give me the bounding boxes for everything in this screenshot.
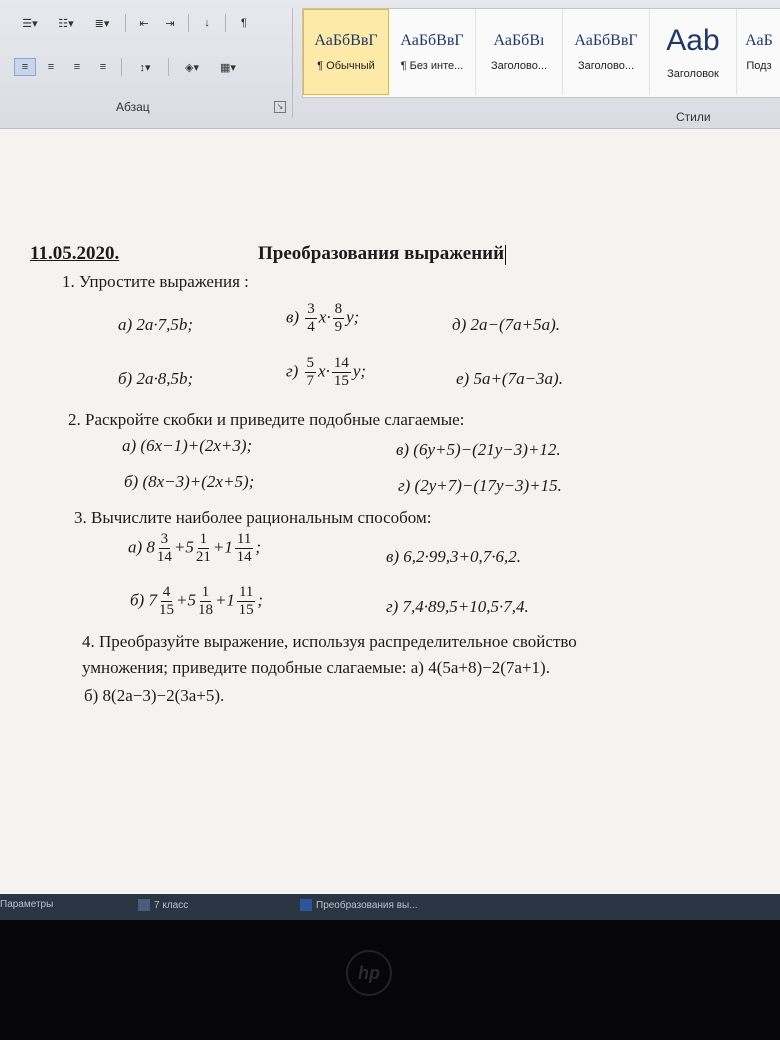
fraction (332, 355, 351, 390)
shading-icon[interactable]: ◈▾ (185, 61, 199, 74)
term: +5 (175, 590, 196, 610)
taskbar-item-folder[interactable] (138, 899, 188, 911)
numerator: 14 (333, 355, 349, 371)
denominator: 15 (158, 602, 174, 618)
increase-indent-icon[interactable]: ⇥ (165, 17, 175, 30)
folder-icon (138, 899, 150, 911)
toolbar-separator (225, 14, 226, 32)
taskbar (0, 894, 780, 920)
fraction (305, 355, 317, 390)
denominator: 4 (307, 319, 315, 335)
task-4-line-1: 4. Преобразуйте выражение, используя распределительное свойство (82, 632, 577, 651)
style-sample: АаБбВвГ (574, 32, 638, 49)
term: ; (257, 590, 264, 610)
style-heading-2[interactable] (563, 9, 650, 95)
numerator: 3 (307, 301, 315, 317)
term: +5 (173, 537, 194, 557)
task-2b: б) (8x−3)+(2x+5); (124, 472, 255, 491)
document-page[interactable] (0, 129, 780, 894)
doc-title-text: Преобразования выражений (258, 243, 505, 264)
styles-group-label: Стили (676, 110, 711, 124)
task-3b (130, 584, 263, 619)
style-name: ¶ Без инте... (400, 60, 464, 72)
fraction (305, 301, 317, 336)
fraction (333, 301, 345, 336)
task-2g: г) (2y+7)−(17y−3)+15. (398, 476, 562, 495)
task-2-heading: 2. Раскройте скобки и приведите подобные слагаемые: (68, 410, 465, 429)
group-divider (292, 8, 293, 118)
show-marks-icon[interactable]: ¶ (241, 17, 247, 29)
fraction (237, 584, 255, 619)
taskbar-item-settings[interactable] (0, 899, 53, 910)
numerator: 3 (160, 531, 169, 547)
numerator: 1 (201, 584, 210, 600)
term: y; (352, 361, 367, 381)
doc-title (258, 243, 506, 265)
sort-icon[interactable]: ↓ (204, 17, 210, 29)
label: г) (286, 361, 299, 381)
numerator: 11 (236, 531, 252, 547)
fraction (235, 531, 253, 566)
toolbar-separator (121, 58, 122, 76)
style-sample: АаБбВвГ (314, 32, 378, 49)
style-no-spacing[interactable] (389, 9, 476, 95)
task-1d: д) 2a−(7a+5a). (452, 315, 561, 334)
task-3g: г) 7,4·89,5+10,5·7,4. (386, 597, 529, 616)
denominator: 9 (334, 319, 343, 335)
taskbar-item-label: Параметры (0, 899, 54, 910)
decrease-indent-icon[interactable]: ⇤ (139, 17, 149, 30)
style-subtitle[interactable] (737, 9, 780, 95)
task-3-heading: 3. Вычислите наиболее рациональным способом: (74, 508, 432, 527)
dialog-launcher-icon[interactable]: ↘ (274, 101, 286, 113)
denominator: 14 (236, 549, 252, 565)
hp-logo: hp (346, 950, 392, 996)
numbered-list-icon[interactable]: ☷▾ (58, 17, 74, 30)
numerator: 8 (334, 301, 343, 317)
task-3v: в) 6,2·99,3+0,7·6,2. (386, 547, 522, 566)
paragraph-toolbar-row-1 (14, 14, 255, 32)
style-heading-1[interactable] (476, 9, 563, 95)
toolbar-separator (188, 14, 189, 32)
align-left-icon[interactable]: ≡ (14, 58, 36, 76)
style-name: Заголово... (490, 60, 548, 72)
label: в) (286, 307, 300, 327)
fraction (159, 584, 174, 619)
denominator: 15 (238, 602, 254, 618)
fraction (196, 531, 211, 566)
label: а) 8 (128, 537, 155, 557)
task-1v (286, 301, 359, 336)
paragraph-group-label: Абзац (116, 100, 150, 114)
term: +1 (212, 537, 233, 557)
numerator: 1 (199, 531, 208, 547)
term: x· (318, 307, 331, 327)
term: x· (318, 361, 330, 381)
align-right-icon[interactable]: ≡ (73, 61, 81, 73)
denominator: 21 (195, 549, 211, 565)
style-name: ¶ Обычный (317, 60, 375, 72)
justify-icon[interactable]: ≡ (99, 61, 107, 73)
taskbar-item-label: 7 класс (154, 899, 189, 911)
multilevel-list-icon[interactable]: ≣▾ (94, 17, 110, 30)
numerator: 11 (238, 584, 254, 600)
taskbar-item-label: Преобразования вы... (316, 899, 418, 911)
bullets-list-icon[interactable]: ☰▾ (22, 17, 38, 30)
task-1e: е) 5a+(7a−3a). (456, 369, 563, 388)
styles-gallery (302, 8, 780, 98)
task-1b: б) 2a·8,5b; (118, 369, 194, 388)
style-name: Заголовок (667, 68, 719, 80)
label: б) 7 (130, 590, 157, 610)
borders-icon[interactable]: ▦▾ (220, 61, 236, 74)
task-4-line-3: б) 8(2a−3)−2(3a+5). (84, 686, 225, 705)
term: ; (255, 537, 262, 557)
align-center-icon[interactable]: ≡ (47, 61, 55, 73)
style-sample: АаБбВı (493, 32, 545, 49)
task-4-line-2: умножения; приведите подобные слагаемые: а) 4(5a+8)−2(7a+1). (82, 658, 550, 677)
toolbar-separator (168, 58, 169, 76)
style-name: Подз (746, 60, 772, 72)
line-spacing-icon[interactable]: ↕▾ (139, 61, 151, 74)
denominator: 15 (333, 373, 349, 389)
task-1-heading: 1. Упростите выражения : (62, 272, 249, 291)
fraction (157, 531, 172, 566)
style-sample: АаБбВвГ (400, 32, 464, 49)
task-2a: а) (6x−1)+(2x+3); (122, 436, 253, 455)
task-3a (128, 531, 261, 566)
task-2v: в) (6y+5)−(21y−3)+12. (396, 440, 561, 459)
task-1g (286, 355, 366, 390)
doc-date: 11.05.2020. (30, 243, 120, 264)
paragraph-toolbar-row-2 (14, 58, 244, 76)
taskbar-item-word[interactable] (300, 899, 418, 911)
fraction (198, 584, 213, 619)
denominator: 14 (156, 549, 172, 565)
style-sample: АаБ (745, 32, 773, 49)
denominator: 7 (306, 373, 315, 389)
numerator: 5 (306, 355, 315, 371)
text-caret (505, 245, 506, 265)
numerator: 4 (162, 584, 171, 600)
style-normal[interactable] (303, 9, 389, 95)
style-name: Заголово... (577, 60, 635, 72)
word-icon (300, 899, 312, 911)
denominator: 18 (197, 602, 213, 618)
style-title[interactable] (650, 9, 737, 95)
task-1a: а) 2a·7,5b; (118, 315, 194, 334)
ribbon (0, 0, 780, 129)
term: y; (346, 307, 360, 327)
toolbar-separator (125, 14, 126, 32)
term: +1 (214, 590, 235, 610)
style-sample: Aab (666, 24, 720, 57)
